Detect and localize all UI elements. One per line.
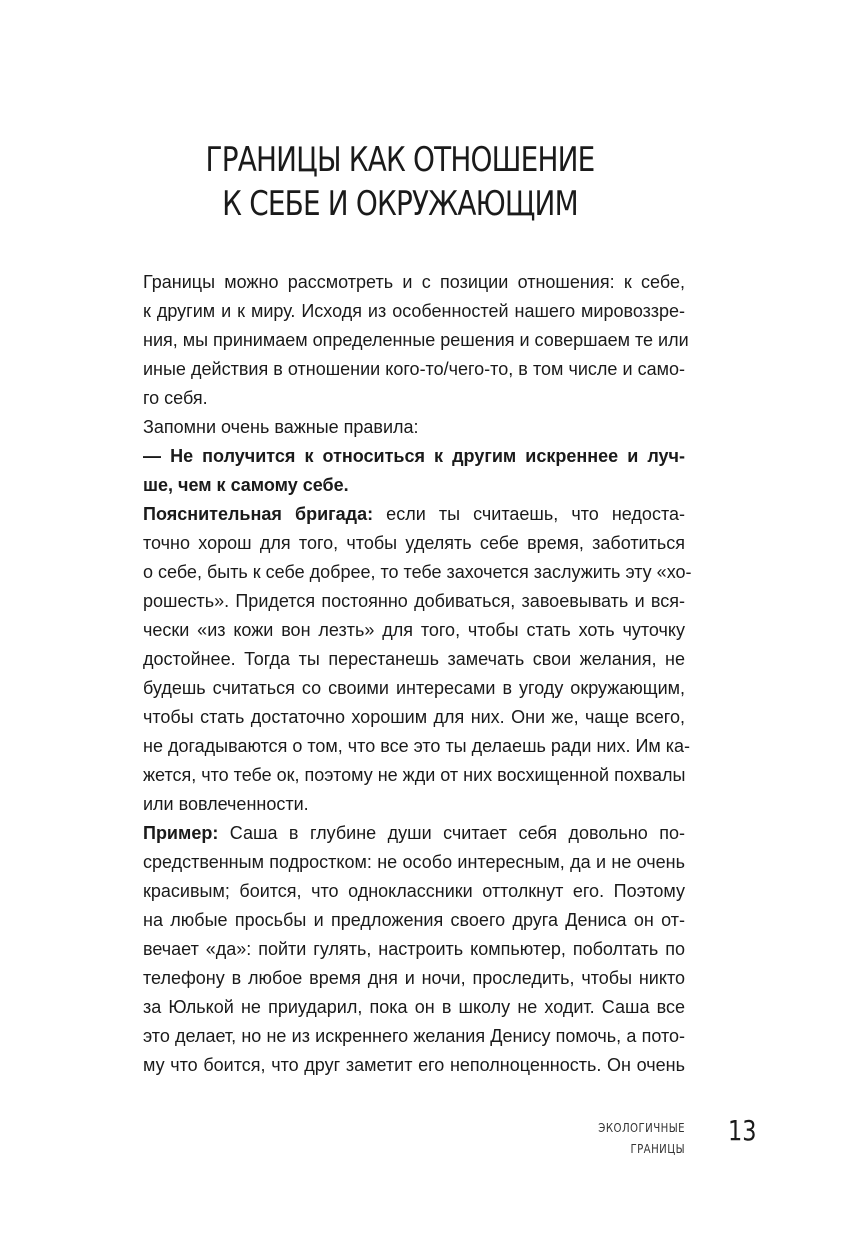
text-line: чтобы стать достаточно хорошим для них. Они же, чаще всего, [143, 707, 685, 727]
text-line: жется, что тебе ок, поэтому не жди от них восхищенной похвалы [143, 765, 686, 785]
text-line: ния, мы принимаем определенные решения и совершаем те или [143, 330, 689, 350]
text-line: средственным подростком: не особо интересным, да и не очень [143, 852, 685, 872]
text-line: Границы можно рассмотреть и с позиции отношения: к себе, [143, 272, 685, 292]
text-line: го себя. [143, 388, 208, 408]
text-line: не догадываются о том, что все это ты делаешь ради них. Им ка- [143, 736, 691, 756]
text-line: точно хорош для того, чтобы уделять себе время, заботиться [143, 533, 685, 553]
text-line: это делает, но не из искреннего желания Денису помочь, а пото- [143, 1026, 685, 1046]
text-fragment: если ты считаешь, что недоста- [373, 504, 685, 524]
text-line: за Юлькой не приударил, пока он в школу не ходит. Саша все [143, 997, 685, 1017]
body-text [110, 268, 692, 1080]
text-line: телефону в любое время дня и ночи, проследить, чтобы никто [143, 968, 685, 988]
chapter-title-line-2: К СЕБЕ И ОКРУЖАЮЩИМ [222, 184, 578, 224]
text-line: достойнее. Тогда ты перестанешь замечать свои желания, не [143, 649, 685, 669]
text-line: му что боится, что друг заметит его неполноценность. Он очень [143, 1055, 685, 1075]
paragraph-example [110, 819, 685, 1080]
footer-book-title-line-1: ЭКОЛОГИЧНЫЕ [598, 1121, 685, 1135]
text-fragment: Саша в глубине души считает себя довольно по- [218, 823, 685, 843]
text-line [110, 500, 685, 529]
paragraph-rule [110, 442, 685, 500]
text-line: будешь считаться со своими интересами в угоду окружающим, [143, 678, 685, 698]
paragraph-rules-intro [110, 413, 685, 442]
paragraph-intro [110, 268, 689, 413]
text-line: иные действия в отношении кого-то/чего-то, в том числе и само- [143, 359, 685, 379]
text-line: или вовлеченности. [143, 794, 309, 814]
chapter-title [162, 138, 638, 226]
text-line: красивым; боится, что одноклассники оттолкнут его. Поэтому [143, 881, 685, 901]
text-line [110, 819, 685, 848]
paragraph-lead-label: Пояснительная бригада: [143, 504, 374, 524]
text-line: Запомни очень важные правила: [143, 417, 419, 437]
paragraph-explanation [110, 500, 692, 819]
text-line: вечает «да»: пойти гулять, настроить компьютер, поболтать по [143, 939, 685, 959]
chapter-title-line-1: ГРАНИЦЫ КАК ОТНОШЕНИЕ [205, 140, 595, 180]
text-line: к другим и к миру. Исходя из особенностей нашего мировоззре- [143, 301, 685, 321]
page-number: 13 [728, 1114, 757, 1147]
text-line: чески «из кожи вон лезть» для того, чтобы стать хоть чуточку [143, 620, 685, 640]
footer-book-title-line-2: ГРАНИЦЫ [630, 1142, 685, 1156]
running-footer [579, 1118, 685, 1160]
text-line: о себе, быть к себе добрее, то тебе захочется заслужить эту «хо- [143, 562, 692, 582]
text-line: ше, чем к самому себе. [143, 475, 349, 495]
text-line: рошесть». Придется постоянно добиваться, завоевывать и вся- [143, 591, 685, 611]
paragraph-lead-label: Пример: [143, 823, 219, 843]
text-line: на любые просьбы и предложения своего друга Дениса он от- [143, 910, 685, 930]
text-line: — Не получится к относиться к другим искреннее и луч- [143, 446, 685, 466]
